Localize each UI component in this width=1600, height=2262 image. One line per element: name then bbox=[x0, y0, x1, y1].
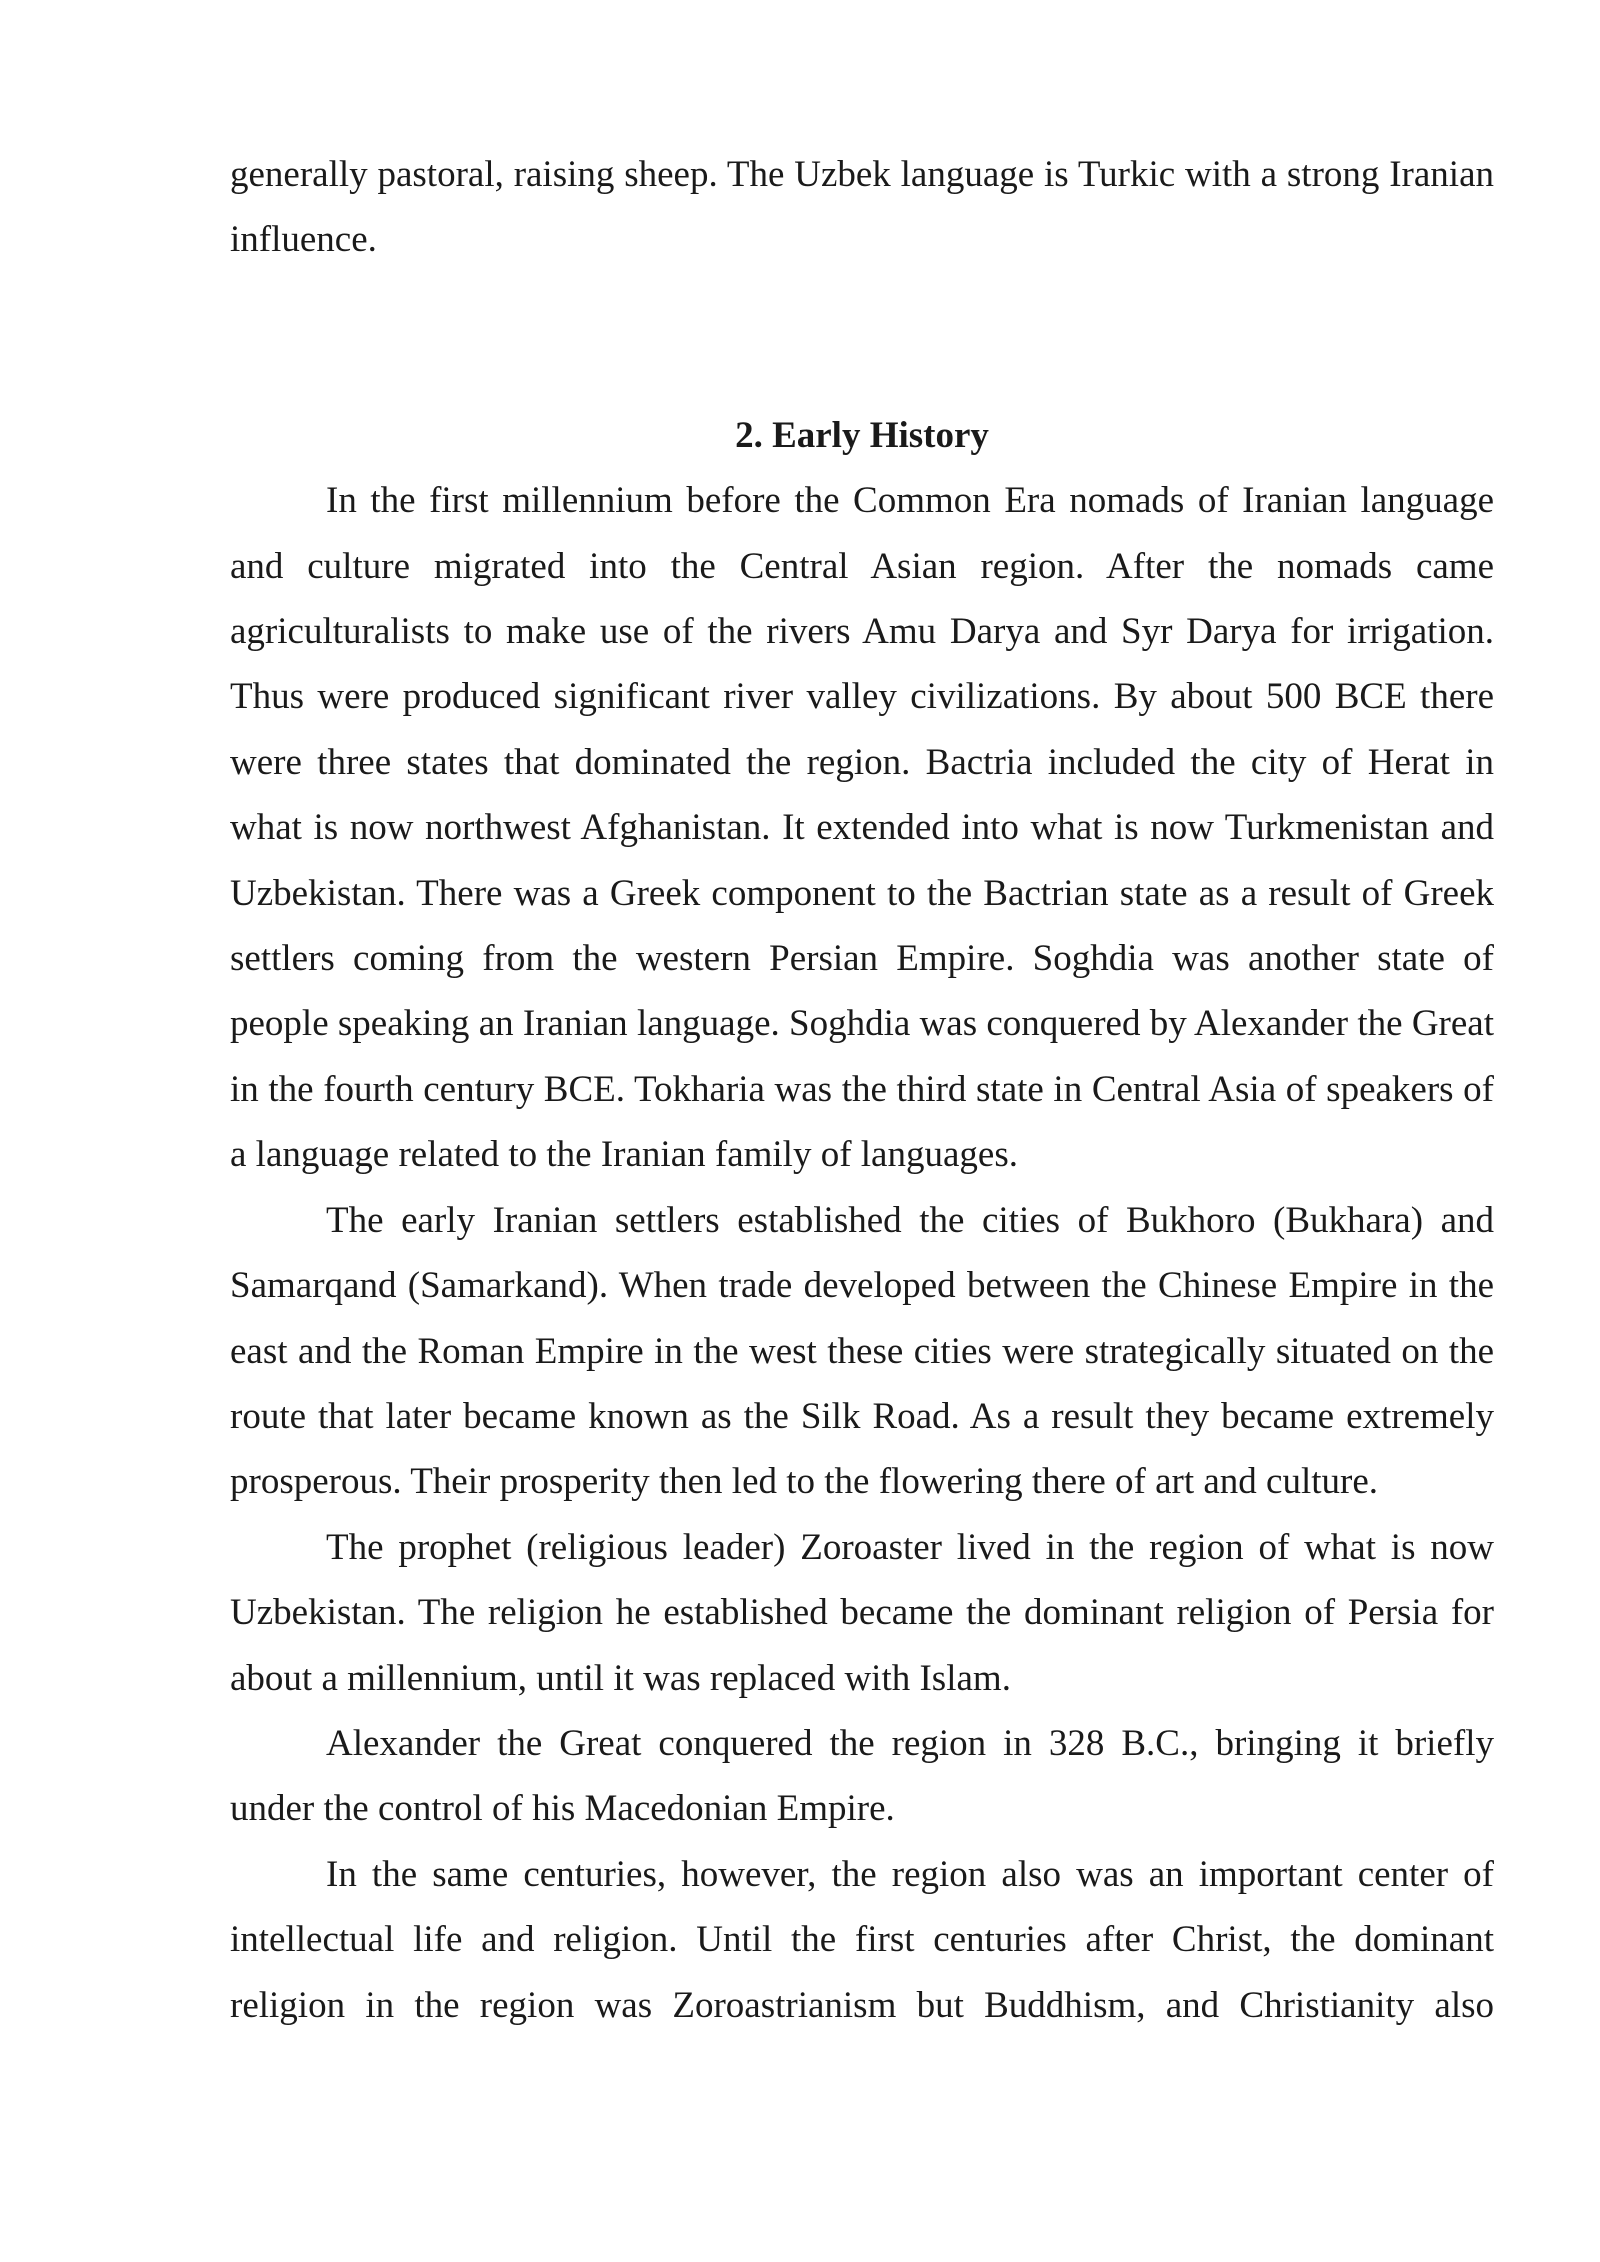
intro-paragraph: generally pastoral, raising sheep. The Uzbek language is Turkic with a strong Iranian influence. bbox=[230, 154, 1494, 261]
body-paragraph: In the first millennium before the Common Era nomads of Iranian language and culture migrated into the Central Asian region. After the nomads came agriculturalists to make use of the rivers Amu Darya and Syr Darya for irrigation. Thus were produced significant river valley civilizations. By about 500 BCE there were three states that dominated the region. Bactria included the city of Herat in what is now northwest Afghanistan. It extended into what is now Turkmenistan and Uzbekistan. There was a Greek component to the Bactrian state as a result of Greek settlers coming from the western Persian Empire. Soghdia was another state of people speaking an Iranian language. Soghdia was conquered by Alexander the Great in the fourth century BCE. Tokharia was the third state in Central Asia of speakers of a language related to the Iranian family of languages. bbox=[230, 480, 1494, 1176]
body-paragraph: In the same centuries, however, the region also was an important center of intellectual life and religion. Until the first centuries after Christ, the dominant religion in the region was Zoroastrianism but Buddhism, and Christianity also bbox=[230, 1853, 1494, 2026]
section-heading: 2. Early History bbox=[735, 414, 989, 456]
body-paragraph: The early Iranian settlers established the cities of Bukhoro (Bukhara) and Samarqand (Samarkand). When trade developed between the Chinese Empire in the east and the Roman Empire in the west these cities were strategically situated on the route that later became known as the Silk Road. As a result they became extremely prosperous. Their prosperity then led to the flowering there of art and culture. bbox=[230, 1199, 1494, 1503]
page-body bbox=[230, 142, 1494, 2038]
body-paragraph: The prophet (religious leader) Zoroaster lived in the region of what is now Uzbekistan. The religion he established became the dominant religion of Persia for about a millennium, until it was replaced with Islam. bbox=[230, 1526, 1494, 1699]
body-paragraph: Alexander the Great conquered the region in 328 B.C., bringing it briefly under the control of his Macedonian Empire. bbox=[230, 1722, 1494, 1830]
